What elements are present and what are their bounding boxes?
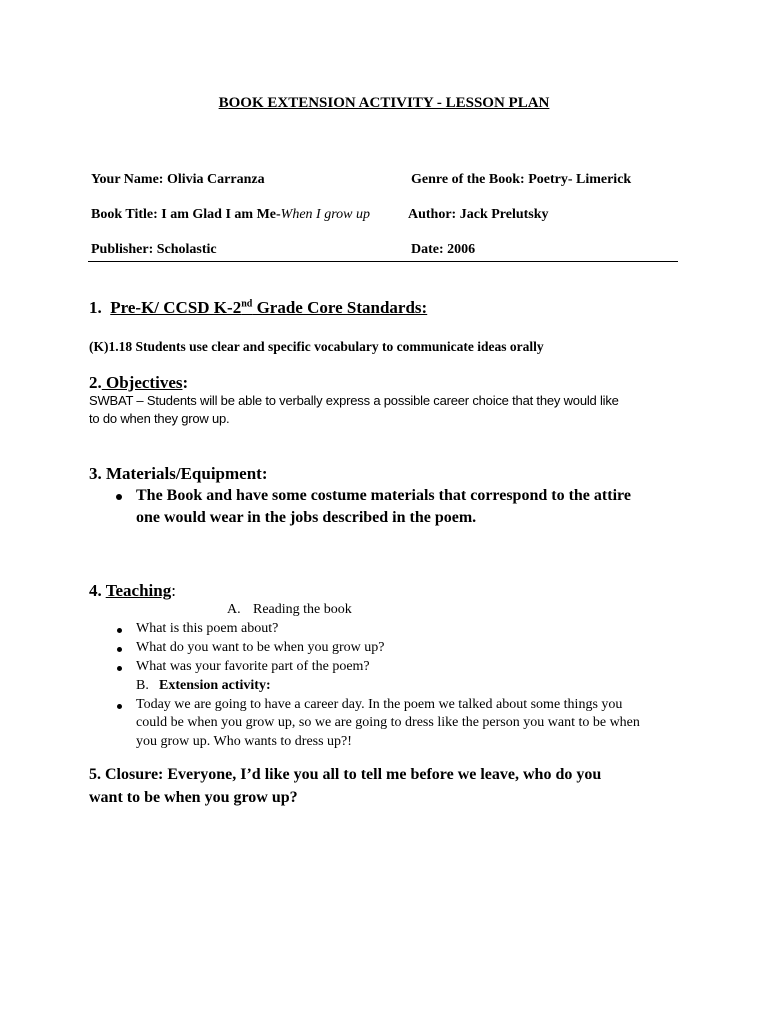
header-divider [88, 261, 678, 262]
author-value: Jack Prelutsky [459, 207, 549, 222]
your-name-line [91, 172, 265, 188]
book-title-italic: When I grow up [280, 207, 370, 222]
genre-line [411, 172, 631, 188]
section-4-heading: 4. Teaching: [89, 581, 176, 600]
name-label: Your Name: [91, 172, 164, 187]
question-bullet-2 [117, 647, 122, 652]
book-title-line [91, 207, 370, 223]
author-line [408, 207, 549, 223]
date-label: Date: [411, 242, 444, 257]
document-title: BOOK EXTENSION ACTIVITY - LESSON PLAN [218, 95, 550, 111]
objective-line-2: to do when they grow up. [89, 411, 230, 426]
section-3-heading: 3. Materials/Equipment: [89, 464, 268, 483]
date-line [411, 242, 475, 258]
question-3: What was your favorite part of the poem? [136, 659, 370, 674]
objective-line-1: SWBAT – Students will be able to verbally express a possible career choice that they would like [89, 393, 619, 408]
materials-bullet [116, 494, 122, 500]
materials-line-2: one would wear in the jobs described in the poem. [136, 509, 477, 526]
publisher-label: Publisher: [91, 242, 154, 257]
name-value: Olivia Carranza [166, 172, 265, 187]
extension-line-2: could be when you grow up, so we are going to dress like the person you want to be when [136, 715, 640, 730]
section-2-heading: 2. Objectives: [89, 373, 189, 392]
date-value: 2006 [447, 242, 476, 257]
question-bullet-3 [117, 666, 122, 671]
book-title-label: Book Title: [91, 207, 158, 222]
extension-bullet [117, 704, 122, 709]
step-a-marker: A. [227, 602, 241, 617]
question-bullet-1 [117, 628, 122, 633]
core-standard-text: (K)1.18 Students use clear and specific vocabulary to communicate ideas orally [89, 339, 544, 354]
extension-line-1: Today we are going to have a career day. In the poem we talked about some things you [136, 697, 623, 712]
genre-value: Poetry- Limerick [528, 172, 632, 187]
closure-line-1: 5. Closure: Everyone, I’d like you all to tell me before we leave, who do you [89, 766, 602, 783]
section-1-heading: 1. Pre-K/ CCSD K-2nd Grade Core Standards: [89, 298, 428, 317]
book-title-value: I am Glad I am Me- [161, 207, 281, 222]
publisher-line [91, 242, 217, 258]
extension-line-3: you grow up. Who wants to dress up?! [136, 734, 352, 749]
question-1: What is this poem about? [136, 621, 279, 636]
closure-line-2: want to be when you grow up? [89, 789, 298, 806]
author-label: Author: [408, 207, 457, 222]
publisher-value: Scholastic [156, 242, 217, 257]
question-2: What do you want to be when you grow up? [136, 640, 385, 655]
step-b-text: Extension activity: [159, 678, 271, 693]
step-b-marker: B. [136, 678, 149, 693]
materials-line-1: The Book and have some costume materials that correspond to the attire [136, 487, 631, 504]
step-a-text: Reading the book [253, 602, 352, 617]
genre-label: Genre of the Book: [411, 172, 525, 187]
